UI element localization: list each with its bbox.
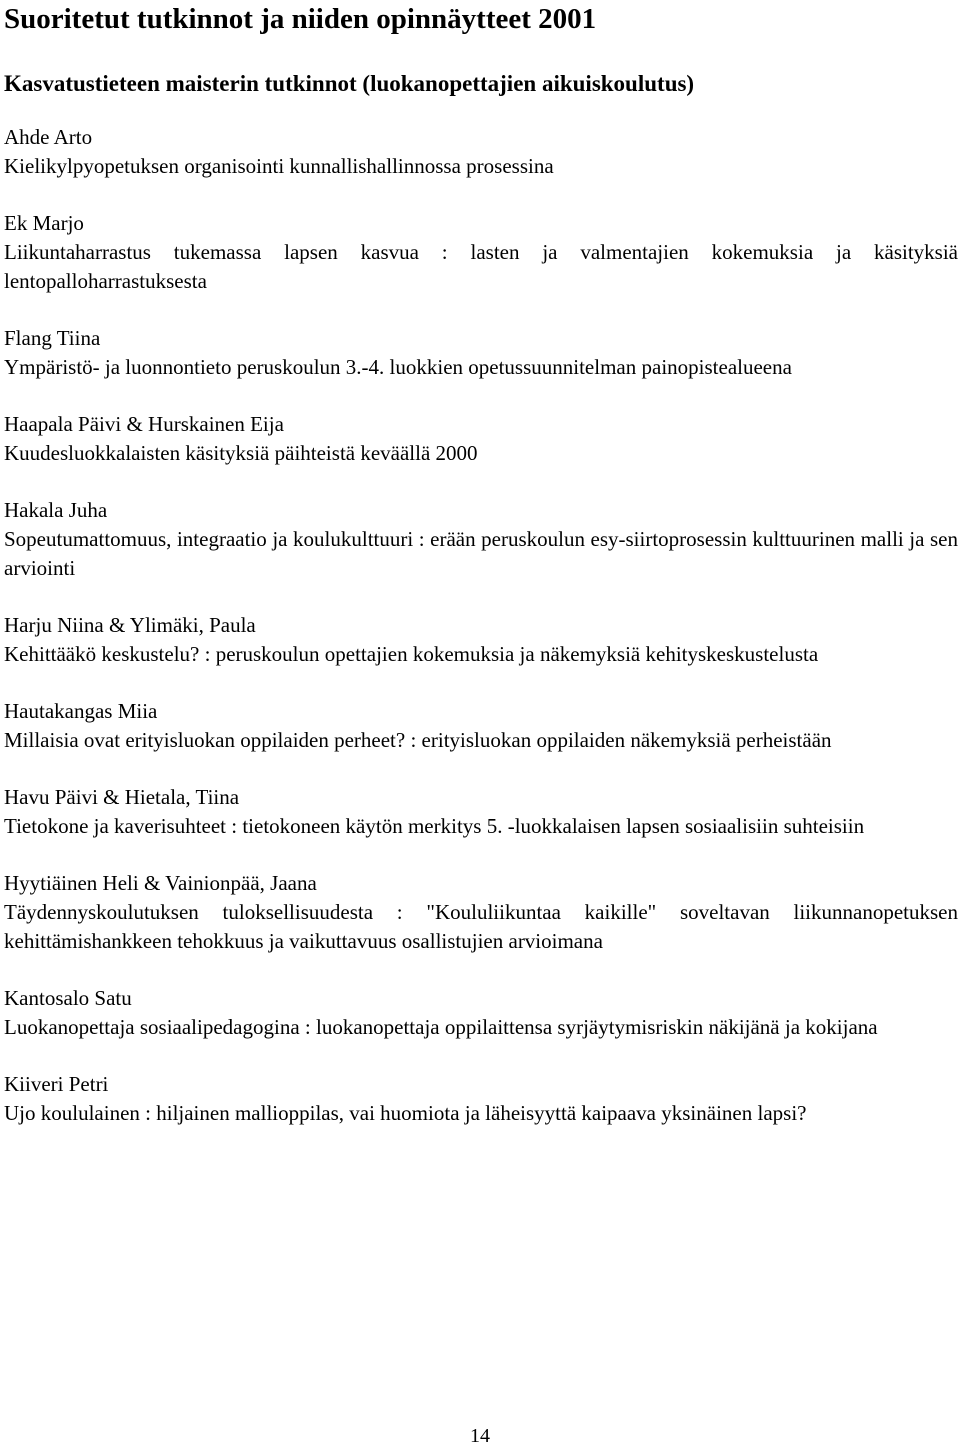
- document-page: [4, 0, 958, 1156]
- page-number: 14: [470, 1425, 490, 1447]
- list-item: [4, 697, 958, 755]
- list-item: [4, 783, 958, 841]
- list-item: [4, 496, 958, 583]
- entry-title: Ujo koululainen : hiljainen mallioppilas, vai huomiota ja läheisyyttä kaipaava yksinäinen lapsi?: [4, 1101, 807, 1125]
- entry-title: Sopeutumattomuus, integraatio ja koulukulttuuri : erään peruskoulun esy-siirtoprosessin kulttuurinen malli ja sen arviointi: [4, 527, 958, 580]
- section-title: Kasvatustieteen maisterin tutkinnot (luokanopettajien aikuiskoulutus): [4, 71, 695, 96]
- entry-author: Kiiveri Petri: [4, 1072, 109, 1096]
- list-item: [4, 123, 958, 181]
- entry-author: Hakala Juha: [4, 498, 108, 522]
- entry-author: Hautakangas Miia: [4, 699, 158, 723]
- entry-author: Havu Päivi & Hietala, Tiina: [4, 785, 240, 809]
- list-item: [4, 611, 958, 669]
- entry-author: Ahde Arto: [4, 125, 93, 149]
- entry-author: Hyytiäinen Heli & Vainionpää, Jaana: [4, 871, 317, 895]
- entry-title: Kehittääkö keskustelu? : peruskoulun opettajien kokemuksia ja näkemyksiä kehityskeskustelusta: [4, 642, 819, 666]
- entry-title: Millaisia ovat erityisluokan oppilaiden perheet? : erityisluokan oppilaiden näkemyksiä perheistään: [4, 728, 832, 752]
- entry-title: Kielikylpyopetuksen organisointi kunnallishallinnossa prosessina: [4, 154, 554, 178]
- entry-title: Tietokone ja kaverisuhteet : tietokoneen käytön merkitys 5. -luokkalaisen lapsen sosiaalisiin suhteisiin: [4, 814, 865, 838]
- entry-author: Flang Tiina: [4, 326, 101, 350]
- entry-title: Liikuntaharrastus tukemassa lapsen kasvua : lasten ja valmentajien kokemuksia ja käsityksiä lentopalloharrastuksesta: [4, 240, 958, 293]
- list-item: [4, 324, 958, 382]
- list-item: [4, 1070, 958, 1128]
- page-title: Suoritetut tutkinnot ja niiden opinnäytteet 2001: [4, 3, 597, 35]
- list-item: [4, 869, 958, 956]
- entry-author: Kantosalo Satu: [4, 986, 132, 1010]
- entry-title: Kuudesluokkalaisten käsityksiä päihteistä keväällä 2000: [4, 441, 478, 465]
- entry-title: Ympäristö- ja luonnontieto peruskoulun 3.-4. luokkien opetussuunnitelman painopistealueena: [4, 355, 792, 379]
- entry-title: Täydennyskoulutuksen tuloksellisuudesta : "Koululiikuntaa kaikille" soveltavan liikunnanopetuksen kehittämishankkeen tehokkuus ja vaikuttavuus osallistujien arvioimana: [4, 900, 958, 953]
- list-item: [4, 209, 958, 296]
- list-item: [4, 984, 958, 1042]
- entry-author: Harju Niina & Ylimäki, Paula: [4, 613, 256, 637]
- list-item: [4, 410, 958, 468]
- entry-title: Luokanopettaja sosiaalipedagogina : luokanopettaja oppilaittensa syrjäytymisriskin näkijänä ja kokijana: [4, 1015, 878, 1039]
- entry-author: Haapala Päivi & Hurskainen Eija: [4, 412, 284, 436]
- entry-author: Ek Marjo: [4, 211, 84, 235]
- thesis-list: [4, 123, 958, 1128]
